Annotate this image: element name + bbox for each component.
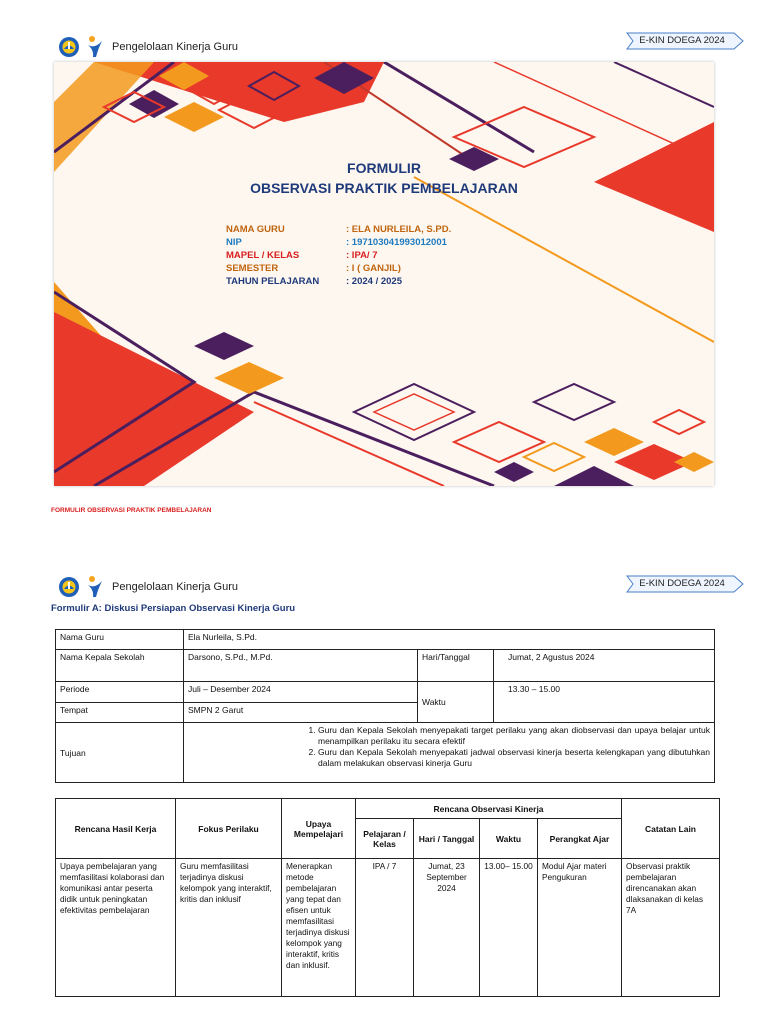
page2-header xyxy=(58,574,238,600)
badge-label: E-KIN DOEGA 2024 xyxy=(639,35,725,46)
cover-title-line2: OBSERVASI PRAKTIK PEMBELAJARAN xyxy=(250,180,518,196)
app-title: Pengelolaan Kinerja Guru xyxy=(112,581,238,593)
upaya-cell: Menerapkan metode pembelajaran yang tepat dan efisen untuk memfasilitasi terjadinya diskusi kelompok yang interaktif, kritis dan inklusif. xyxy=(282,859,356,997)
cover-title-line1: FORMULIR xyxy=(347,160,421,176)
tempat-label: Tempat xyxy=(56,703,184,723)
col-rencana-hasil-kerja: Rencana Hasil Kerja xyxy=(56,799,176,859)
cover-info xyxy=(226,224,451,289)
info-mapel xyxy=(226,250,451,263)
ekin-badge xyxy=(626,32,744,50)
catatan-cell: Observasi praktik pembelajaran direncanakan akan dlaksanakan di kelas 7A xyxy=(622,859,720,997)
col-pelajaran-kelas: Pelajaran / Kelas xyxy=(356,819,414,859)
col-perangkat-ajar: Perangkat Ajar xyxy=(538,819,622,859)
info-value: : 197103041993012001 xyxy=(346,237,447,248)
hari-label: Hari/Tanggal xyxy=(418,650,494,682)
pelajaran-cell: IPA / 7 xyxy=(356,859,414,997)
table-row xyxy=(56,650,715,682)
col-rencana-observasi: Rencana Observasi Kinerja xyxy=(356,799,622,819)
tujuan-item: 1. Guru dan Kepala Sekolah menyepakati target perilaku yang akan diobservasi dan upaya belajar untuk menampilkan perilaku itu secara efektif xyxy=(318,725,710,747)
kepala-label: Nama Kepala Sekolah xyxy=(56,650,184,682)
nama-guru-value: Ela Nurleila, S.Pd. xyxy=(184,630,715,650)
tujuan-item: 2. Guru dan Kepala Sekolah menyepakati jadwal observasi kinerja beserta kelengkapan yang dibutuhkan dalam melakukan observasi kinerja Guru xyxy=(318,747,710,769)
tut-wuri-logo-icon xyxy=(58,36,80,58)
hari-value: Jumat, 2 Agustus 2024 xyxy=(494,650,715,682)
col-hari-tanggal: Hari / Tanggal xyxy=(414,819,480,859)
info-value: : I ( GANJIL) xyxy=(346,263,401,274)
col-catatan-lain: Catatan Lain xyxy=(622,799,720,859)
info-value: : IPA/ 7 xyxy=(346,250,378,261)
info-value: : ELA NURLEILA, S.PD. xyxy=(346,224,452,235)
waktu-value: 13.30 – 15.00 xyxy=(494,682,715,723)
ekin-badge xyxy=(626,575,744,593)
info-value: : 2024 / 2025 xyxy=(346,276,402,287)
info-key: SEMESTER xyxy=(226,263,279,274)
col-waktu: Waktu xyxy=(480,819,538,859)
cover-card xyxy=(54,62,714,486)
nama-guru-label: Nama Guru xyxy=(56,630,184,650)
kepala-value: Darsono, S.Pd., M.Pd. xyxy=(184,650,418,682)
periode-label: Periode xyxy=(56,682,184,703)
info-tahun xyxy=(226,276,451,289)
app-title: Pengelolaan Kinerja Guru xyxy=(112,41,238,53)
perangkat-cell: Modul Ajar materi Pengukuran xyxy=(538,859,622,997)
waktu-cell: 13.00– 15.00 xyxy=(480,859,538,997)
rencana-cell: Upaya pembelajaran yang memfasilitasi kolaborasi dan komunikasi antar peserta didik untuk peningkatan efektivitas pembelajaran xyxy=(56,859,176,997)
info-key: TAHUN PELAJARAN xyxy=(226,276,320,287)
periode-value: Juli – Desember 2024 xyxy=(184,682,418,703)
table-row xyxy=(56,723,715,783)
badge-label: E-KIN DOEGA 2024 xyxy=(639,578,725,589)
guru-figure-logo-icon xyxy=(86,575,104,599)
info-semester xyxy=(226,263,451,276)
observation-plan-table xyxy=(55,798,720,997)
tujuan-value xyxy=(184,723,715,783)
info-key: NIP xyxy=(226,237,242,248)
table-row xyxy=(56,682,715,703)
page1-header xyxy=(58,34,238,60)
tut-wuri-logo-icon xyxy=(58,576,80,598)
guru-figure-logo-icon xyxy=(86,35,104,59)
info-key: NAMA GURU xyxy=(226,224,285,235)
waktu-label: Waktu xyxy=(418,682,494,723)
discussion-info-table xyxy=(55,629,715,783)
info-key: MAPEL / KELAS xyxy=(226,250,300,261)
info-nip xyxy=(226,237,451,250)
col-upaya-mempelajari: Upaya Mempelajari xyxy=(282,799,356,859)
tujuan-label: Tujuan xyxy=(56,723,184,783)
page1-footer-text: FORMULIR OBSERVASI PRAKTIK PEMBELAJARAN xyxy=(51,507,212,514)
tujuan-list xyxy=(304,725,710,769)
fokus-cell: Guru memfasilitasi terjadinya diskusi kelompok yang interaktif, kritis dan inklusif xyxy=(176,859,282,997)
col-fokus-perilaku: Fokus Perilaku xyxy=(176,799,282,859)
table-row xyxy=(56,859,720,997)
form-a-title: Formulir A: Diskusi Persiapan Observasi Kinerja Guru xyxy=(51,603,296,614)
tempat-value: SMPN 2 Garut xyxy=(184,703,418,723)
table-header-row xyxy=(56,799,720,819)
table-row xyxy=(56,630,715,650)
info-nama-guru xyxy=(226,224,451,237)
hari-cell: Jumat, 23 September 2024 xyxy=(414,859,480,997)
deco-orange-top-left xyxy=(54,62,154,172)
